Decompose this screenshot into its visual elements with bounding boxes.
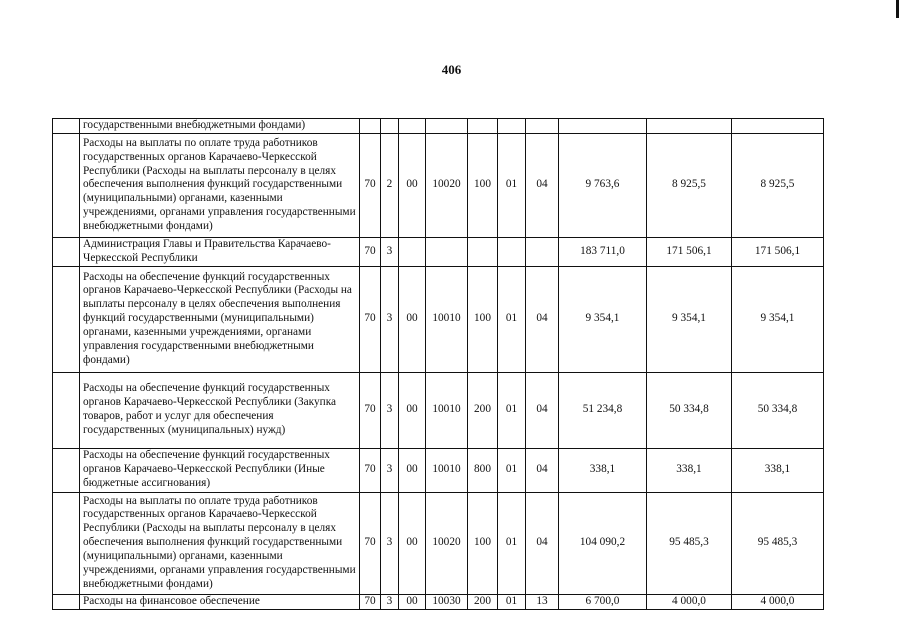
table-row	[53, 266, 824, 372]
table-row	[53, 492, 824, 594]
budget-table-body	[53, 119, 824, 610]
row-blank-cell	[53, 133, 80, 237]
ministry-code: 70	[360, 594, 381, 609]
subsection-code: 04	[526, 266, 559, 372]
subprogram-code: 00	[399, 266, 426, 372]
expense-type-code: 200	[468, 594, 498, 609]
ministry-code: 70	[360, 133, 381, 237]
amount-year-2: 4 000,0	[647, 594, 732, 609]
subsection-code: 04	[526, 448, 559, 492]
ministry-code: 70	[360, 266, 381, 372]
program-code: 3	[381, 594, 399, 609]
row-blank-cell	[53, 448, 80, 492]
expense-name: Администрация Главы и Правительства Карачаево-Черкесской Республики	[80, 237, 360, 266]
section-code: 01	[498, 594, 526, 609]
amount-year-2: 9 354,1	[647, 266, 732, 372]
table-row	[53, 133, 824, 237]
direction-code: 10020	[426, 492, 468, 594]
amount-year-2: 338,1	[647, 448, 732, 492]
subsection-code: 04	[526, 492, 559, 594]
amount-year-3: 9 354,1	[732, 266, 824, 372]
expense-name: Расходы на выплаты по оплате труда работников государственных органов Карачаево-Черкесской Республики (Расходы на выплаты персоналу в целях обеспечения выполнения функций государственными (муниципальными) органами, казенными учреждениями, органами управления государственными внебюджетными фондами)	[80, 492, 360, 594]
subsection-code: 04	[526, 133, 559, 237]
expense-name: государственными внебюджетными фондами)	[80, 119, 360, 134]
direction-code: 10010	[426, 372, 468, 448]
direction-code: 10020	[426, 133, 468, 237]
ministry-code: 70	[360, 372, 381, 448]
section-code	[498, 237, 526, 266]
amount-year-1: 6 700,0	[559, 594, 647, 609]
amount-year-2: 8 925,5	[647, 133, 732, 237]
expense-type-code: 100	[468, 266, 498, 372]
amount-year-1: 338,1	[559, 448, 647, 492]
budget-table	[52, 118, 824, 610]
subprogram-code: 00	[399, 448, 426, 492]
expense-name: Расходы на обеспечение функций государственных органов Карачаево-Черкесской Республики (Иные бюджетные ассигнования)	[80, 448, 360, 492]
ministry-code	[360, 119, 381, 134]
subprogram-code: 00	[399, 492, 426, 594]
table-row	[53, 594, 824, 609]
table-row	[53, 237, 824, 266]
direction-code	[426, 119, 468, 134]
program-code: 2	[381, 133, 399, 237]
amount-year-3: 8 925,5	[732, 133, 824, 237]
amount-year-1	[559, 119, 647, 134]
section-code: 01	[498, 492, 526, 594]
row-blank-cell	[53, 372, 80, 448]
amount-year-1: 51 234,8	[559, 372, 647, 448]
page-number: 406	[441, 62, 462, 77]
row-blank-cell	[53, 119, 80, 134]
program-code: 3	[381, 266, 399, 372]
program-code: 3	[381, 448, 399, 492]
ministry-code: 70	[360, 237, 381, 266]
subsection-code: 04	[526, 372, 559, 448]
expense-name: Расходы на выплаты по оплате труда работников государственных органов Карачаево-Черкесской Республики (Расходы на выплаты персоналу в целях обеспечения выполнения функций государственными (муниципальными) органами, казенными учреждениями, органами управления государственными внебюджетными фондами)	[80, 133, 360, 237]
subsection-code: 13	[526, 594, 559, 609]
row-blank-cell	[53, 594, 80, 609]
row-blank-cell	[53, 237, 80, 266]
program-code: 3	[381, 372, 399, 448]
expense-type-code	[468, 237, 498, 266]
program-code	[381, 119, 399, 134]
amount-year-1: 9 763,6	[559, 133, 647, 237]
section-code: 01	[498, 448, 526, 492]
expense-name: Расходы на обеспечение функций государственных органов Карачаево-Черкесской Республики (Закупка товаров, работ и услуг для обеспечения государственных (муниципальных) нужд)	[80, 372, 360, 448]
subprogram-code: 00	[399, 594, 426, 609]
amount-year-3: 171 506,1	[732, 237, 824, 266]
expense-type-code: 100	[468, 133, 498, 237]
row-blank-cell	[53, 266, 80, 372]
program-code: 3	[381, 492, 399, 594]
table-row	[53, 372, 824, 448]
direction-code: 10030	[426, 594, 468, 609]
table-row	[53, 448, 824, 492]
amount-year-3: 95 485,3	[732, 492, 824, 594]
section-code: 01	[498, 372, 526, 448]
amount-year-2: 95 485,3	[647, 492, 732, 594]
amount-year-2: 50 334,8	[647, 372, 732, 448]
amount-year-3	[732, 119, 824, 134]
direction-code: 10010	[426, 266, 468, 372]
subprogram-code: 00	[399, 133, 426, 237]
amount-year-2: 171 506,1	[647, 237, 732, 266]
amount-year-1: 183 711,0	[559, 237, 647, 266]
subprogram-code	[399, 237, 426, 266]
expense-name: Расходы на финансовое обеспечение	[80, 594, 360, 609]
ministry-code: 70	[360, 492, 381, 594]
amount-year-3: 4 000,0	[732, 594, 824, 609]
ministry-code: 70	[360, 448, 381, 492]
direction-code: 10010	[426, 448, 468, 492]
subprogram-code: 00	[399, 372, 426, 448]
table-row	[53, 119, 824, 134]
expense-type-code: 200	[468, 372, 498, 448]
direction-code	[426, 237, 468, 266]
page-edge-mark	[896, 0, 899, 18]
subsection-code	[526, 237, 559, 266]
section-code	[498, 119, 526, 134]
expense-type-code	[468, 119, 498, 134]
subsection-code	[526, 119, 559, 134]
amount-year-1: 104 090,2	[559, 492, 647, 594]
subprogram-code	[399, 119, 426, 134]
expense-type-code: 100	[468, 492, 498, 594]
section-code: 01	[498, 133, 526, 237]
amount-year-2	[647, 119, 732, 134]
amount-year-3: 50 334,8	[732, 372, 824, 448]
row-blank-cell	[53, 492, 80, 594]
amount-year-3: 338,1	[732, 448, 824, 492]
amount-year-1: 9 354,1	[559, 266, 647, 372]
expense-type-code: 800	[468, 448, 498, 492]
expense-name: Расходы на обеспечение функций государственных органов Карачаево-Черкесской Республики (Расходы на выплаты персоналу в целях обеспечения выполнения функций государственными (муниципальными) органами, казенными учреждениями, органами управления государственными внебюджетными фондами)	[80, 266, 360, 372]
program-code: 3	[381, 237, 399, 266]
section-code: 01	[498, 266, 526, 372]
